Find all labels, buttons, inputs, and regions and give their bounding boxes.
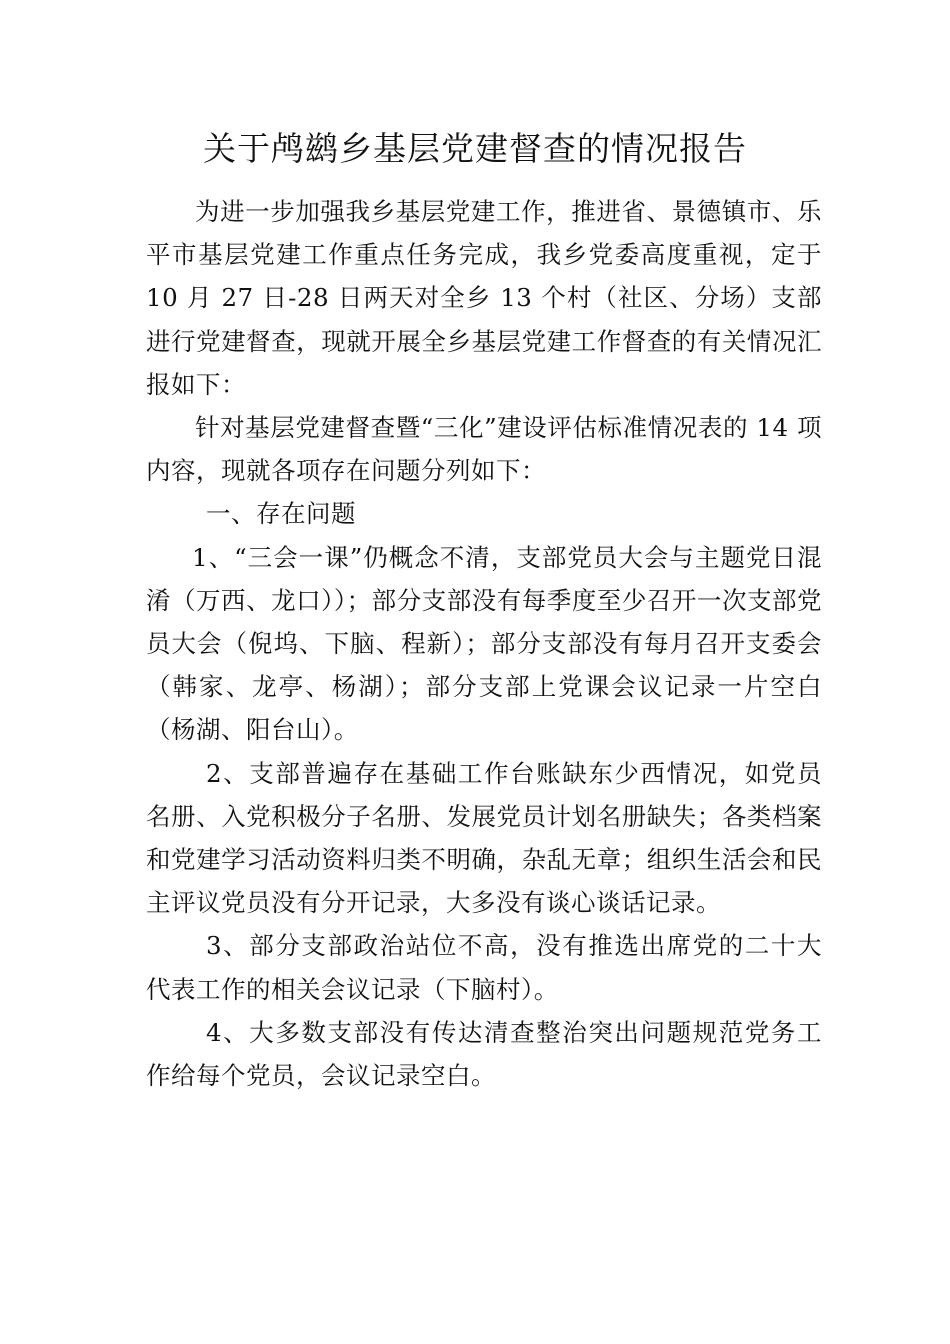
document-body [146,190,822,1097]
document-title: 关于鸬鹚乡基层党建督查的情况报告 [203,129,747,168]
intro-paragraph: 为进一步加强我乡基层党建工作，推进省、景德镇市、乐平市基层党建工作重点任务完成，我乡党委高度重视，定于 10 月 27 日-28 日两天对全乡 13 个村（社区、分场）支部进行党建督查，现就开展全乡基层党建工作督查的有关情况汇报如下： [146,197,822,399]
problem-item-4: 4、大多数支部没有传达清查整治突出问题规范党务工作给每个党员，会议记录空白。 [146,1017,822,1091]
problem-item-3: 3、部分支部政治站位不高，没有推选出席党的二十大代表工作的相关会议记录（下脑村）。 [146,931,822,1004]
problem-item-2: 2、支部普遍存在基础工作台账缺东少西情况，如党员名册、入党积极分子名册、发展党员计划名册缺失；各类档案和党建学习活动资料归类不明确，杂乱无章；组织生活会和民主评议党员没有分开记录，大多没有谈心谈话记录。 [146,758,822,918]
scope-paragraph: 针对基层党建督查暨“三化”建设评估标准情况表的 14 项内容，现就各项存在问题分列如下： [146,413,822,486]
section-heading-problems: 一、存在问题 [206,499,356,529]
problem-item-1: 1、“三会一课”仍概念不清，支部党员大会与主题党日混淆（万西、龙口））；部分支部没有每季度至少召开一次支部党员大会（倪坞、下脑、程新）；部分支部没有每月召开支委会（韩家、龙亭、杨湖）；部分支部上党课会议记录一片空白（杨湖、阳台山）。 [146,542,822,745]
